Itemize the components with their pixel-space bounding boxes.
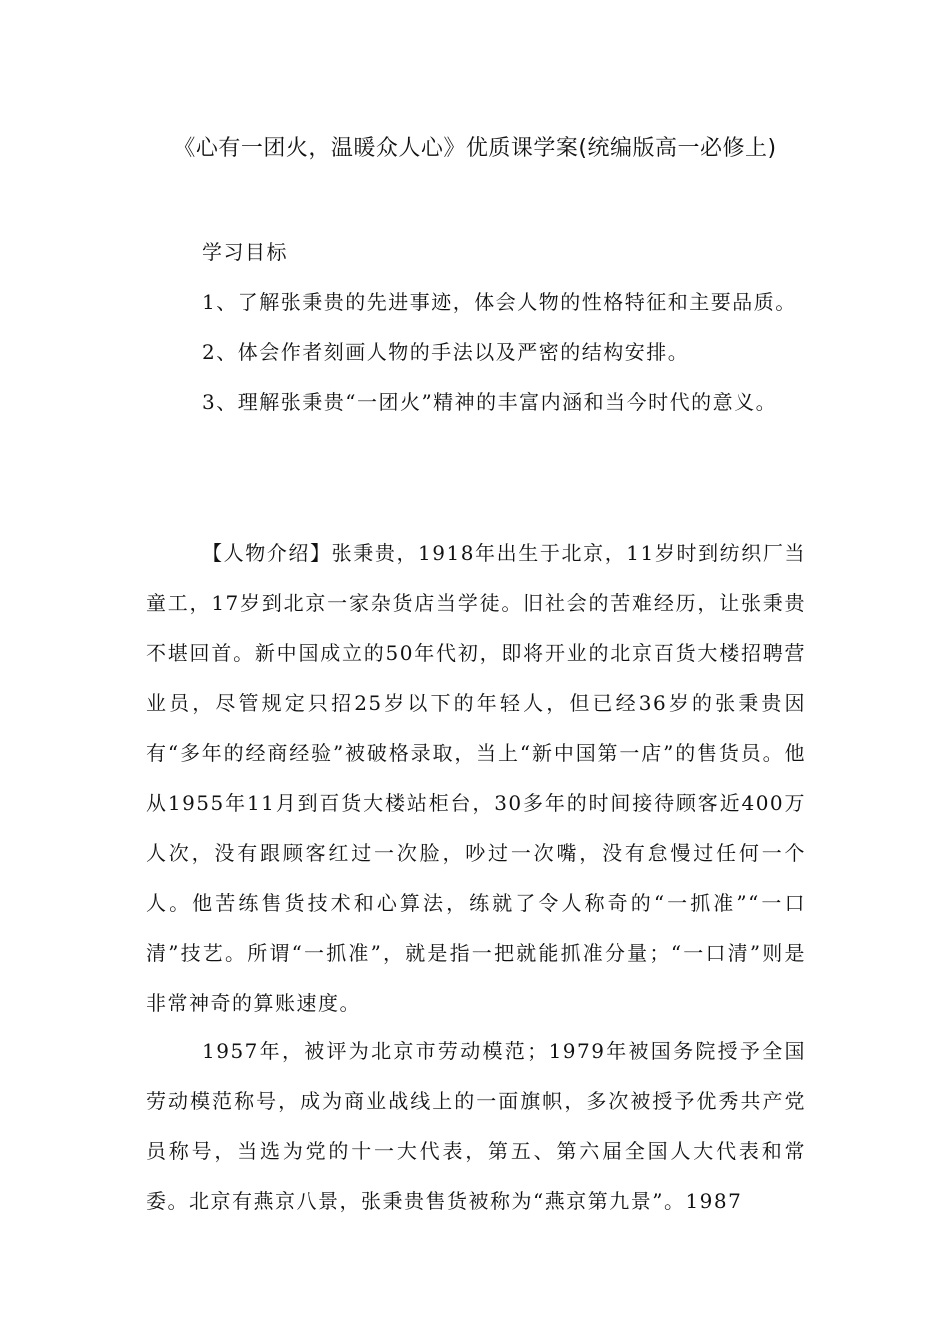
objectives-heading: 学习目标: [202, 240, 288, 264]
objectives-list: [146, 277, 806, 427]
objective-item: 1、了解张秉贵的先进事迹，体会人物的性格特征和主要品质。: [202, 290, 797, 314]
objective-item: 2、体会作者刻画人物的手法以及严密的结构安排。: [202, 340, 690, 364]
character-intro-paragraph: 【人物介绍】张秉贵，1918年出生于北京，11岁时到纺织厂当童工，17岁到北京一家杂货店当学徒。旧社会的苦难经历，让张秉贵不堪回首。新中国成立的50年代初，即将开业的北京百货大楼招聘营业员，尽管规定只招25岁以下的年轻人，但已经36岁的张秉贵因有“多年的经商经验”被破格录取，当上“新中国第一店”的售货员。他从1955年11月到百货大楼站柜台，30多年的时间接待顾客近400万人次，没有跟顾客红过一次脸，吵过一次嘴，没有怠慢过任何一个人。他苦练售货技术和心算法，练就了令人称奇的“一抓准”“一口清”技艺。所谓“一抓准”，就是指一把就能抓准分量；“一口清”则是非常神奇的算账速度。: [146, 541, 806, 1015]
document-title: 《心有一团火，温暖众人心》优质课学案(统编版高一必修上): [173, 136, 777, 161]
honors-paragraph: 1957年，被评为北京市劳动模范；1979年被国务院授予全国劳动模范称号，成为商业战线上的一面旗帜，多次被授予优秀共产党员称号，当选为党的十一大代表，第五、第六届全国人大代表和常委。北京有燕京八景，张秉贵售货被称为“燕京第九景”。1987: [146, 1039, 806, 1213]
objective-item: 3、理解张秉贵“一团火”精神的丰富内涵和当今时代的意义。: [202, 390, 778, 414]
